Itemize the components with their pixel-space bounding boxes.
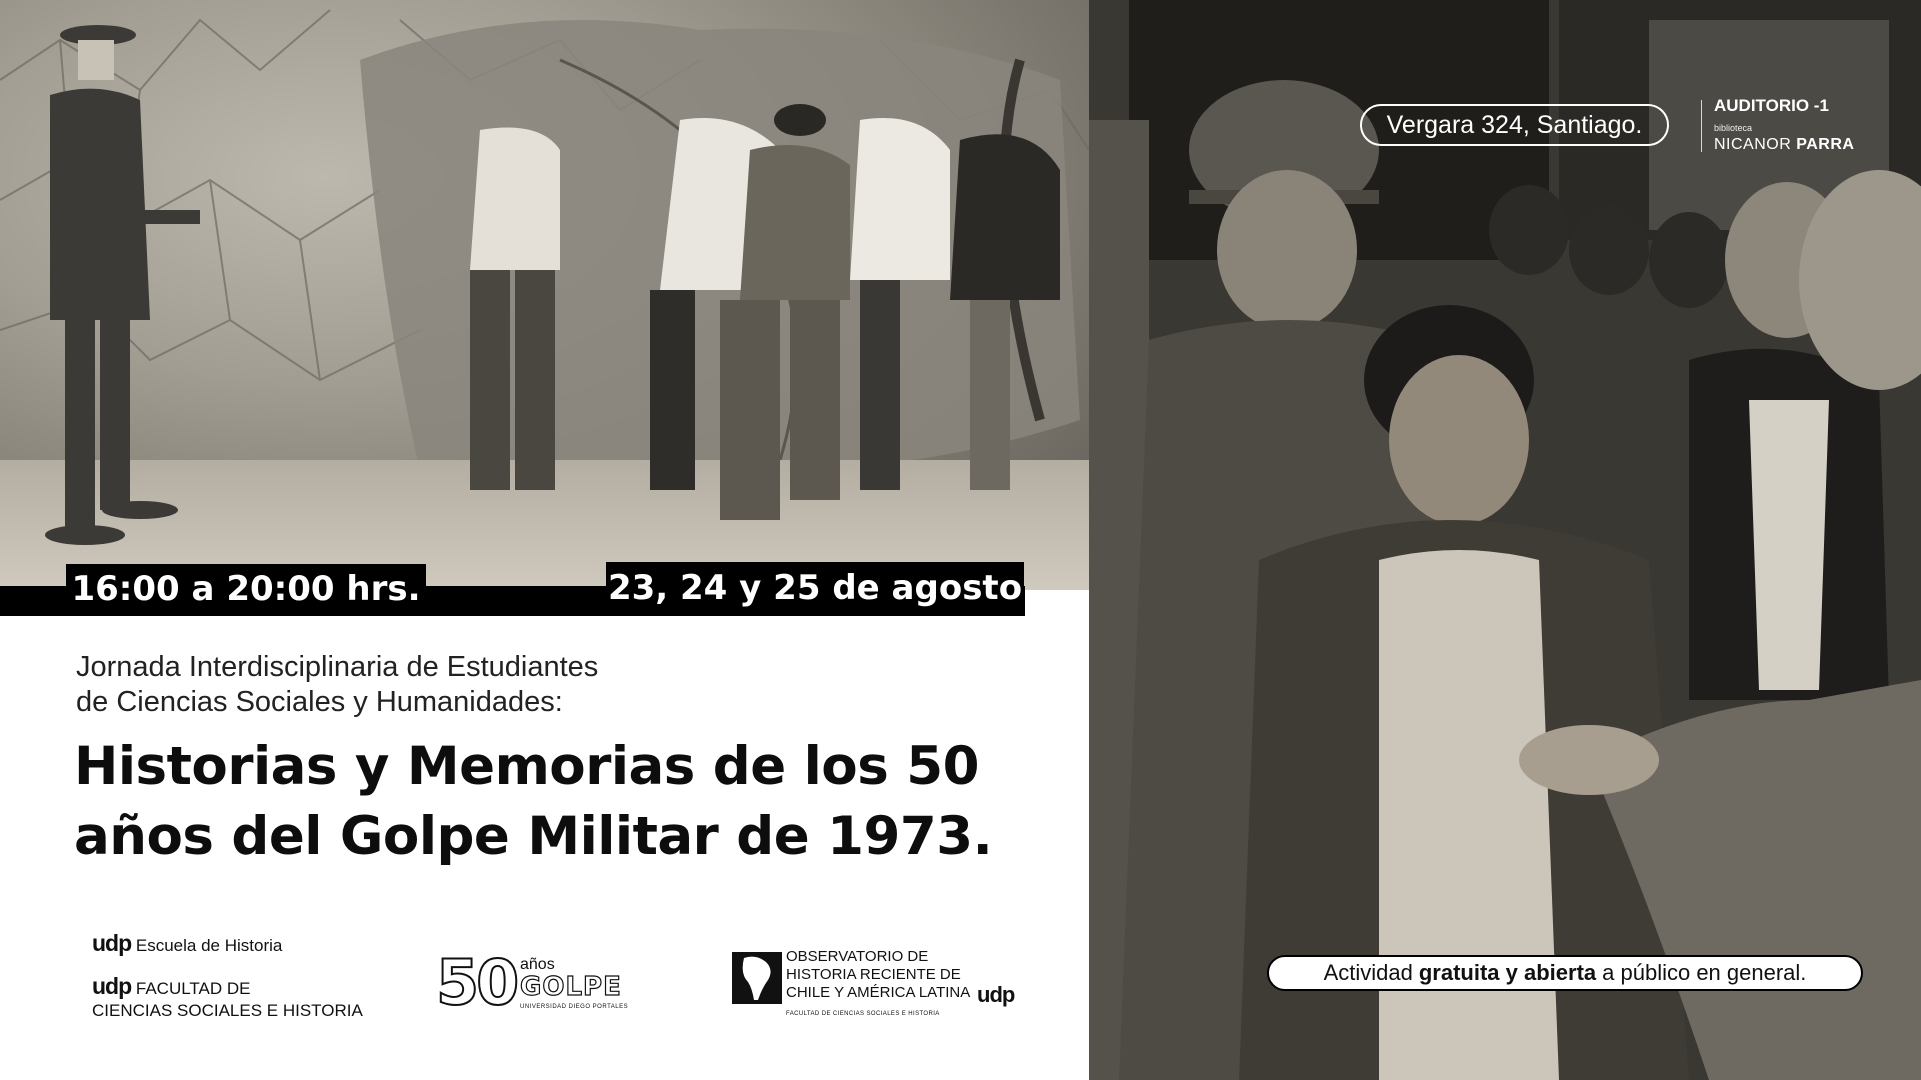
date-badge: 23, 24 y 25 de agosto xyxy=(606,562,1024,614)
event-title xyxy=(74,732,1034,872)
biblioteca-name-regular: NICANOR xyxy=(1714,136,1792,153)
obs-line-1: OBSERVATORIO DE xyxy=(786,948,929,965)
venue-divider xyxy=(1701,100,1702,152)
observatorio-text xyxy=(786,948,970,1002)
fifty-anos: años xyxy=(520,956,555,973)
free-admission-badge xyxy=(1267,955,1863,991)
fifty-golpe: GOLPE xyxy=(520,972,622,1002)
fifty-university: UNIVERSIDAD DIEGO PORTALES xyxy=(520,1004,629,1010)
title-line-2: años del Golpe Militar de 1973. xyxy=(74,806,993,867)
udp-mark: udp xyxy=(92,973,132,999)
historical-photo-detainees xyxy=(1089,0,1921,1080)
udp-escuela-logo xyxy=(92,930,282,957)
free-bold: gratuita y abierta xyxy=(1418,960,1597,985)
obs-line-3: CHILE Y AMÉRICA LATINA xyxy=(786,984,971,1001)
biblioteca-small-label: biblioteca xyxy=(1714,123,1753,133)
obs-udp-mark: udp xyxy=(977,982,1015,1007)
fifty-years-golpe-logo xyxy=(436,946,629,1019)
biblioteca-name xyxy=(1714,136,1854,154)
obs-faculty: FACULTAD DE CIENCIAS SOCIALES E HISTORIA xyxy=(786,1011,940,1017)
obs-line-2: HISTORIA RECIENTE DE xyxy=(786,966,961,983)
intro-line-1: Jornada Interdisciplinaria de Estudiantes xyxy=(76,651,599,683)
photo-illustration xyxy=(0,0,1089,590)
facultad-line-1: FACULTAD DE xyxy=(135,979,251,998)
fifty-number: 50 xyxy=(436,946,517,1019)
udp-facultad-logo xyxy=(92,975,363,1022)
historical-photo-wall-search xyxy=(0,0,1089,590)
free-prefix: Actividad xyxy=(1323,960,1413,985)
photo-illustration xyxy=(1089,0,1921,1080)
udp-mark: udp xyxy=(92,930,132,956)
auditorio-label: AUDITORIO -1 xyxy=(1714,96,1829,115)
facultad-line-2: CIENCIAS SOCIALES E HISTORIA xyxy=(92,1001,363,1020)
event-intro xyxy=(76,650,776,720)
free-suffix: a público en general. xyxy=(1602,960,1807,985)
south-america-map-icon xyxy=(732,952,782,1004)
address-badge: Vergara 324, Santiago. xyxy=(1360,104,1669,146)
biblioteca-name-bold: PARRA xyxy=(1796,136,1855,153)
title-line-1: Historias y Memorias de los 50 xyxy=(74,736,979,797)
intro-line-2: de Ciencias Sociales y Humanidades: xyxy=(76,686,563,718)
observatorio-logo xyxy=(732,948,1032,1028)
time-badge: 16:00 a 20:00 hrs. xyxy=(66,564,426,614)
escuela-label: Escuela de Historia xyxy=(135,936,283,955)
